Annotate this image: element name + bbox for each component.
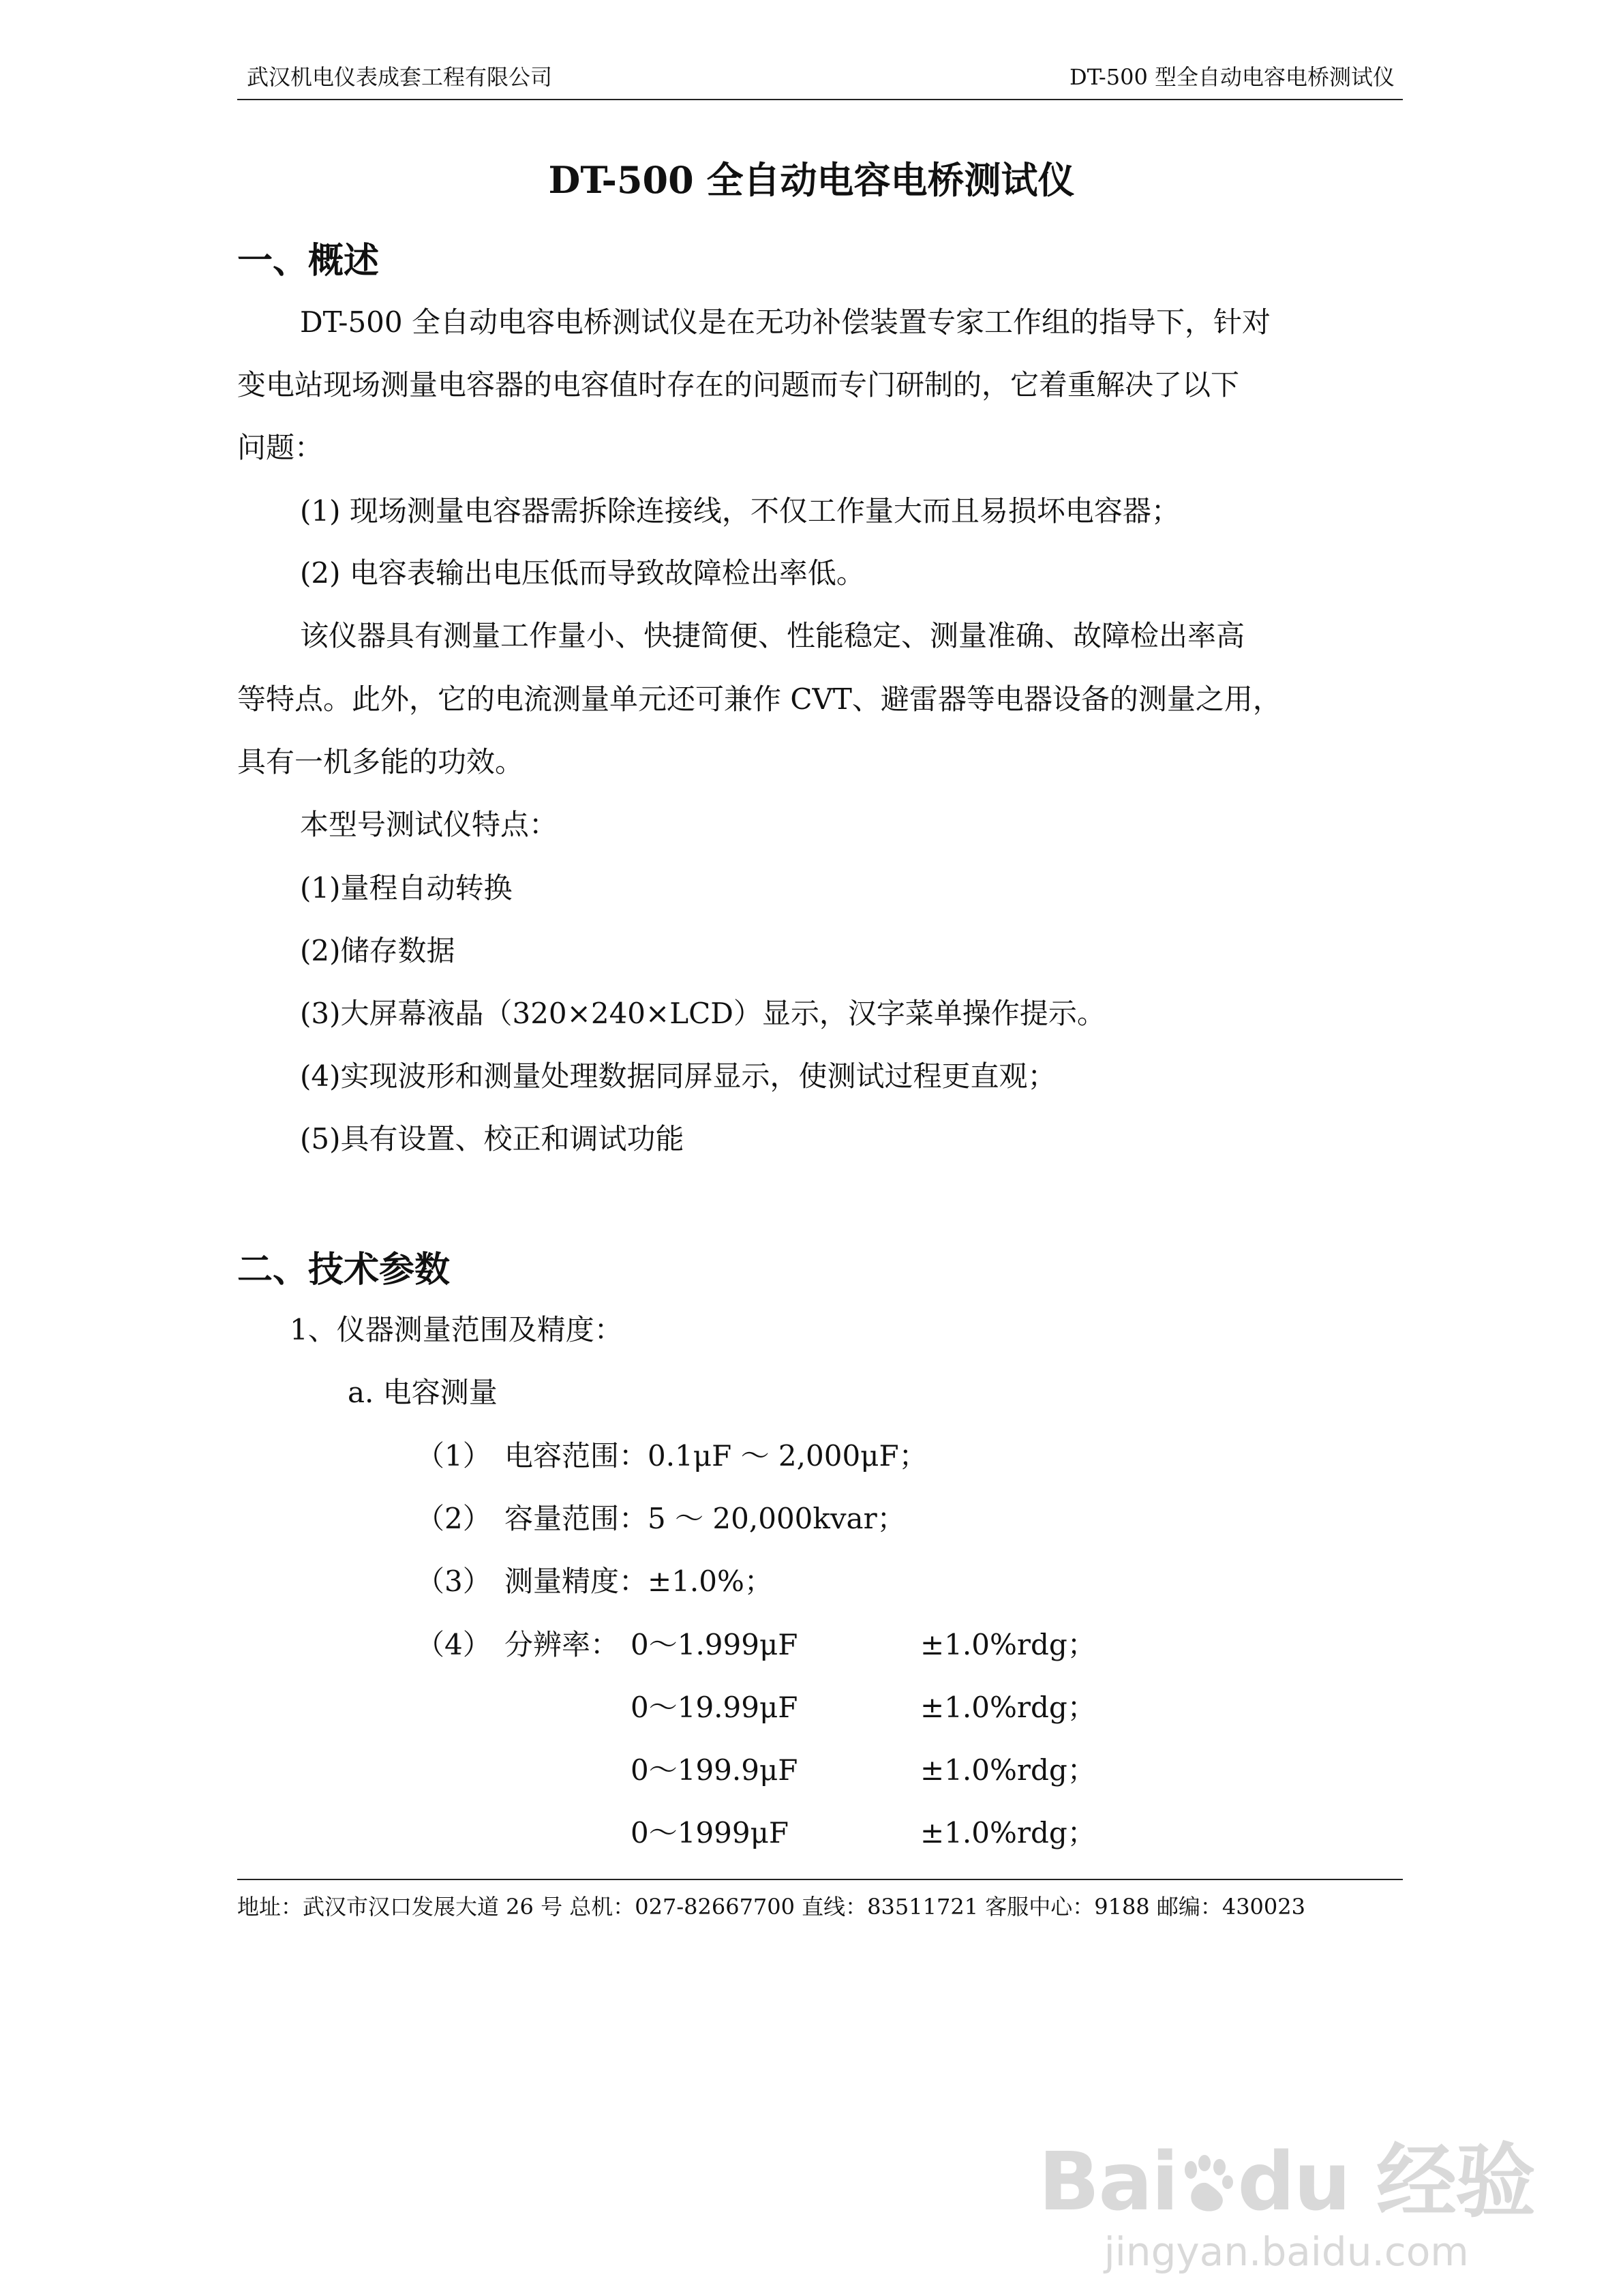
footer-address: 地址：武汉市汉口发展大道 26 号 总机：027-82667700 直线：83511721 客服中心：9188 邮编：430023 [237,1894,1305,1920]
spec-subheading: a. 电容测量 [348,1376,498,1409]
features-intro: 本型号测试仪特点： [300,808,558,841]
problem-item: (2) 电容表输出电压低而导致故障检出率低。 [300,556,865,590]
resolution-accuracy: ±1.0%rdg； [920,1691,1096,1724]
header-company: 武汉机电仪表成套工程有限公司 [247,64,553,90]
resolution-range: 0～19.99μF [631,1691,798,1724]
feature-item: (4)实现波形和测量处理数据同屏显示，使测试过程更直观； [300,1059,1057,1093]
watermark-url: jingyan.baidu.com [1104,2229,1469,2275]
footer-rule [237,1879,1403,1880]
section-heading-specs: 二、技术参数 [237,1250,451,1290]
resolution-accuracy: ±1.0%rdg； [920,1816,1096,1849]
spec-number: （3） [416,1565,491,1598]
spec-number: （4） [416,1628,491,1661]
watermark-logo-mid: du [1237,2134,1350,2229]
spec-number: （1） [416,1439,491,1472]
feature-item: (3)大屏幕液晶（320×240×LCD）显示，汉字菜单操作提示。 [300,997,1106,1030]
spec-text: 测量精度：±1.0%； [504,1565,773,1598]
baidu-jingyan-watermark [1038,2117,1534,2275]
feature-item: (5)具有设置、校正和调试功能 [300,1122,684,1155]
resolution-accuracy: ±1.0%rdg； [920,1628,1096,1661]
page-title: DT-500 全自动电容电桥测试仪 [548,158,1075,202]
spec-number: （2） [416,1502,491,1535]
spec-item-heading: 1、仪器测量范围及精度： [290,1313,623,1346]
feature-item: (1)量程自动转换 [300,871,513,905]
spec-text: 容量范围：5 ～ 20,000kvar； [504,1502,906,1535]
paragraph-line: 具有一机多能的功效。 [237,745,524,779]
paragraph-line: 问题： [237,431,324,464]
watermark-logo-right: 经验 [1376,2134,1534,2229]
resolution-accuracy: ±1.0%rdg； [920,1753,1096,1787]
watermark-logo-left: Bai [1038,2134,1178,2229]
resolution-range: 0～1999μF [631,1816,789,1849]
section-heading-overview: 一、概述 [237,241,380,282]
resolution-range: 0～199.9μF [631,1753,798,1787]
paragraph-line: 该仪器具有测量工作量小、快捷简便、性能稳定、测量准确、故障检出率高 [300,619,1245,652]
spec-text: 电容范围：0.1μF ～ 2,000μF； [504,1439,928,1472]
header-rule [237,99,1403,100]
feature-item: (2)储存数据 [300,934,455,967]
resolution-range: 0～1.999μF [631,1628,798,1661]
problem-item: (1) 现场测量电容器需拆除连接线，不仅工作量大而且易损坏电容器； [300,494,1180,528]
paragraph-line: 变电站现场测量电容器的电容值时存在的问题而专门研制的，它着重解决了以下 [237,368,1240,402]
resolution-label: 分辨率： [504,1628,620,1661]
paragraph-line: DT-500 全自动电容电桥测试仪是在无功补偿装置专家工作组的指导下，针对 [300,305,1271,339]
header-doc-title: DT-500 型全自动电容电桥测试仪 [1070,64,1395,90]
paw-icon [1180,2155,1234,2214]
paragraph-line: 等特点。此外，它的电流测量单元还可兼作 CVT、避雷器等电器设备的测量之用， [237,682,1281,716]
